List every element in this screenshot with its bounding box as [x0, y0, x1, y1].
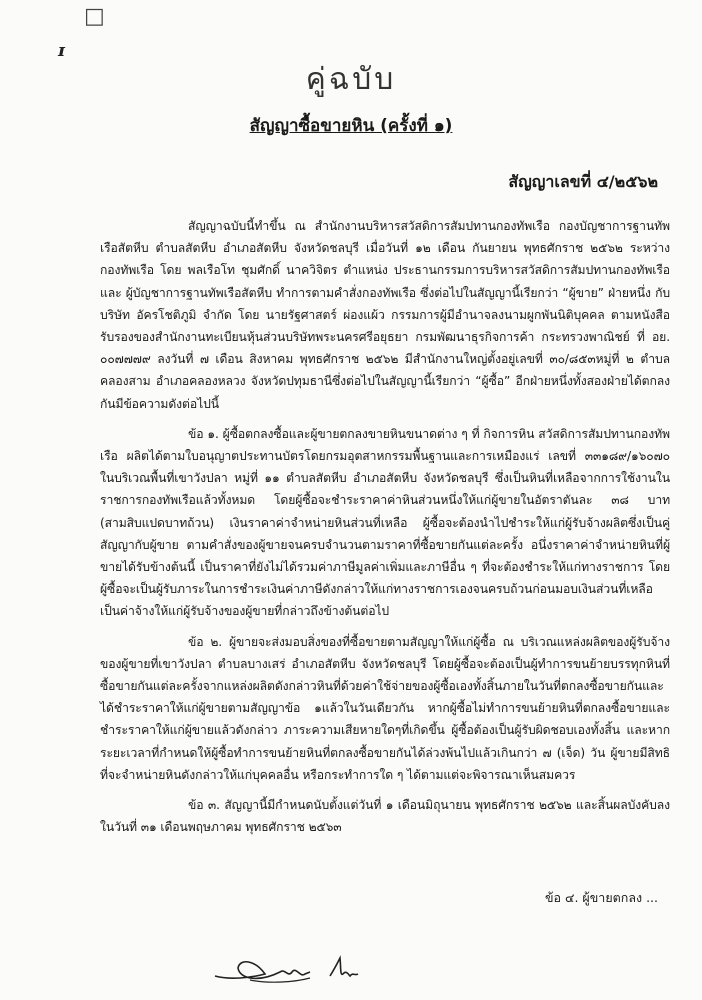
signature-initials — [210, 950, 410, 990]
paragraph-clause-2: ข้อ ๒. ผู้ขายจะส่งมอบสิ่งของที่ซื้อขายตามสัญญาให้แก่ผู้ซื้อ ณ บริเวณแหล่งผลิตของผู้รับจ้างของผู้ขายที่เขาวังปลา ตำบลบางเสร่ อำเภอสัตหีบ จังหวัดชลบุรี โดยผู้ซื้อจะต้องเป็นผู้ทำการขนย้ายบรรทุกหินที่ซื้อขายกันแต่ละครั้งจากแหล่งผลิตดังกล่าวหินที่ด้วยค่าใช้จ่ายของผู้ซื้อเองทั้งสิ้นภายในวันที่ตกลงซื้อขายกันและได้ชำระราคาให้แก่ผู้ขายตามสัญญาข้อ ๑แล้วในวันเดียวกัน หากผู้ซื้อไม่ทำการขนย้ายหินที่ตกลงซื้อขายและชำระราคาให้แก่ผู้ขายแล้วดังกล่าว ภาระความเสียหายใดๆที่เกิดขึ้น ผู้ซื้อต้องเป็นผู้รับผิดชอบเองทั้งสิ้น และหากระยะเวลาที่กำหนดให้ผู้ซื้อทำการขนย้ายหินที่ตกลงซื้อขายกันได้ล่วงพ้นไปแล้วเกินกว่า ๗ (เจ็ด) วัน ผู้ขายมีสิทธิที่จะจำหน่ายหินดังกล่าวให้แก่บุคคลอื่น หรือกระทำการใด ๆ ได้ตามแต่จะพิจารณาเห็นสมควร — [100, 634, 670, 782]
copy-stamp: คู่ฉบับ — [305, 62, 397, 97]
document-title: สัญญาซื้อขายหิน (ครั้งที่ ๑) — [249, 116, 453, 136]
corner-box-mark: □ — [84, 4, 105, 29]
paragraph-clause-1: ข้อ ๑. ผู้ซื้อตกลงซื้อและผู้ขายตกลงขายหินขนาดต่าง ๆ ที่ กิจการหิน สวัสดิการสัมปทานกองทัพเรือ ผลิตได้ตามใบอนุญาตประทานบัตรโดยกรมอุตสาหกรรมพื้นฐานและการเหมืองแร่ เลขที่ ๓๓๑๘๙/๑๖๐๗๐ ในบริเวณพื้นที่เขาวังปลา หมู่ที่ ๑๑ ตำบลสัตหีบ อำเภอสัตหีบ จังหวัดชลบุรี ซึ่งเป็นหินที่เหลือจากการใช้งานในราชการกองทัพเรือแล้วทั้งหมด โดยผู้ซื้อจะชำระราคาค่าหินส่วนหนึ่งให้แก่ผู้ขายในอัตราตันละ ๓๘ บาท (สามสิบแปดบาทถ้วน) เงินราคาค่าจำหน่ายหินส่วนที่เหลือ ผู้ซื้อจะต้องนำไปชำระให้แก่ผู้รับจ้างผลิตซึ่งเป็นคู่สัญญากับผู้ขาย ตามคำสั่งของผู้ขายจนครบจำนวนตามราคาที่ซื้อขายกันแต่ละครั้ง อนึ่งราคาค่าจำหน่ายหินที่ผู้ขายได้รับข้างต้นนี้ เป็นราคาที่ยังไม่ได้รวมค่าภาษีมูลค่าเพิ่มและภาษีอื่น ๆ ที่จะต้องชำระให้แก่ทางราชการ โดยผู้ซื้อจะเป็นผู้รับภาระในการชำระเงินค่าภาษีดังกล่าวให้แก่ทางราชการเองจนครบถ้วนก่อนมอบเงินส่วนที่เหลือเป็นค่าจ้างให้แก่ผู้รับจ้างของผู้ขายที่กล่าวถึงข้างต้นต่อไป — [100, 426, 670, 619]
paragraph-preamble: สัญญาฉบับนี้ทำขึ้น ณ สำนักงานบริหารสวัสดิการสัมปทานกองทัพเรือ กองบัญชาการฐานทัพเรือสัตหีบ ตำบลสัตหีบ อำเภอสัตหีบ จังหวัดชลบุรี เมื่อวันที่ ๑๒ เดือน กันยายน พุทธศักราช ๒๕๖๒ ระหว่าง กองทัพเรือ โดย พลเรือโท ชุมศักดิ์ นาควิจิตร ตำแหน่ง ประธานกรรมการบริหารสวัสดิการสัมปทานกองทัพเรือ และ ผู้บัญชาการฐานทัพเรือสัตหีบ ทำการตามคำสั่งกองทัพเรือ ซึ่งต่อไปในสัญญานี้เรียกว่า “ผู้ขาย” ฝ่ายหนึ่ง กับบริษัท อัครโชติภูมิ จำกัด โดย นายรัฐศาสตร์ ผ่องแผ้ว กรรมการผู้มีอำนาจลงนามผูกพันนิติบุคคล ตามหนังสือรับรองของสำนักงานทะเบียนหุ้นส่วนบริษัทพระนครศรีอยุธยา กรมพัฒนาธุรกิจการค้า กระทรวงพาณิชย์ ที่ อย. ๐๐๗๗๗๙ ลงวันที่ ๗ เดือน สิงหาคม พุทธศักราช ๒๕๖๒ มีสำนักงานใหญ่ตั้งอยู่เลขที่ ๓๐/๘๕๓หมู่ที่ ๒ ตำบลคลองสาม อำเภอคลองหลวง จังหวัดปทุมธานีซึ่งต่อไปในสัญญานี้เรียกว่า “ผู้ซื้อ” อีกฝ่ายหนึ่งทั้งสองฝ่ายได้ตกลงกันมีข้อความดังต่อไปนี้ — [100, 219, 670, 411]
contract-body — [100, 215, 670, 846]
continuation-note: ข้อ ๔. ผู้ขายตกลง ... — [545, 890, 658, 905]
paragraph-clause-3: ข้อ ๓. สัญญานี้มีกำหนดนับตั้งแต่วันที่ ๑ เดือนมิถุนายน พุทธศักราช ๒๕๖๒ และสิ้นผลบังคับลงในวันที่ ๓๑ เดือนพฤษภาคม พุทธศักราช ๒๕๖๓ — [100, 798, 670, 835]
margin-handwritten-mark: ɪ — [58, 40, 65, 61]
contract-number: สัญญาเลขที่ ๔/๒๕๖๒ — [508, 172, 658, 191]
